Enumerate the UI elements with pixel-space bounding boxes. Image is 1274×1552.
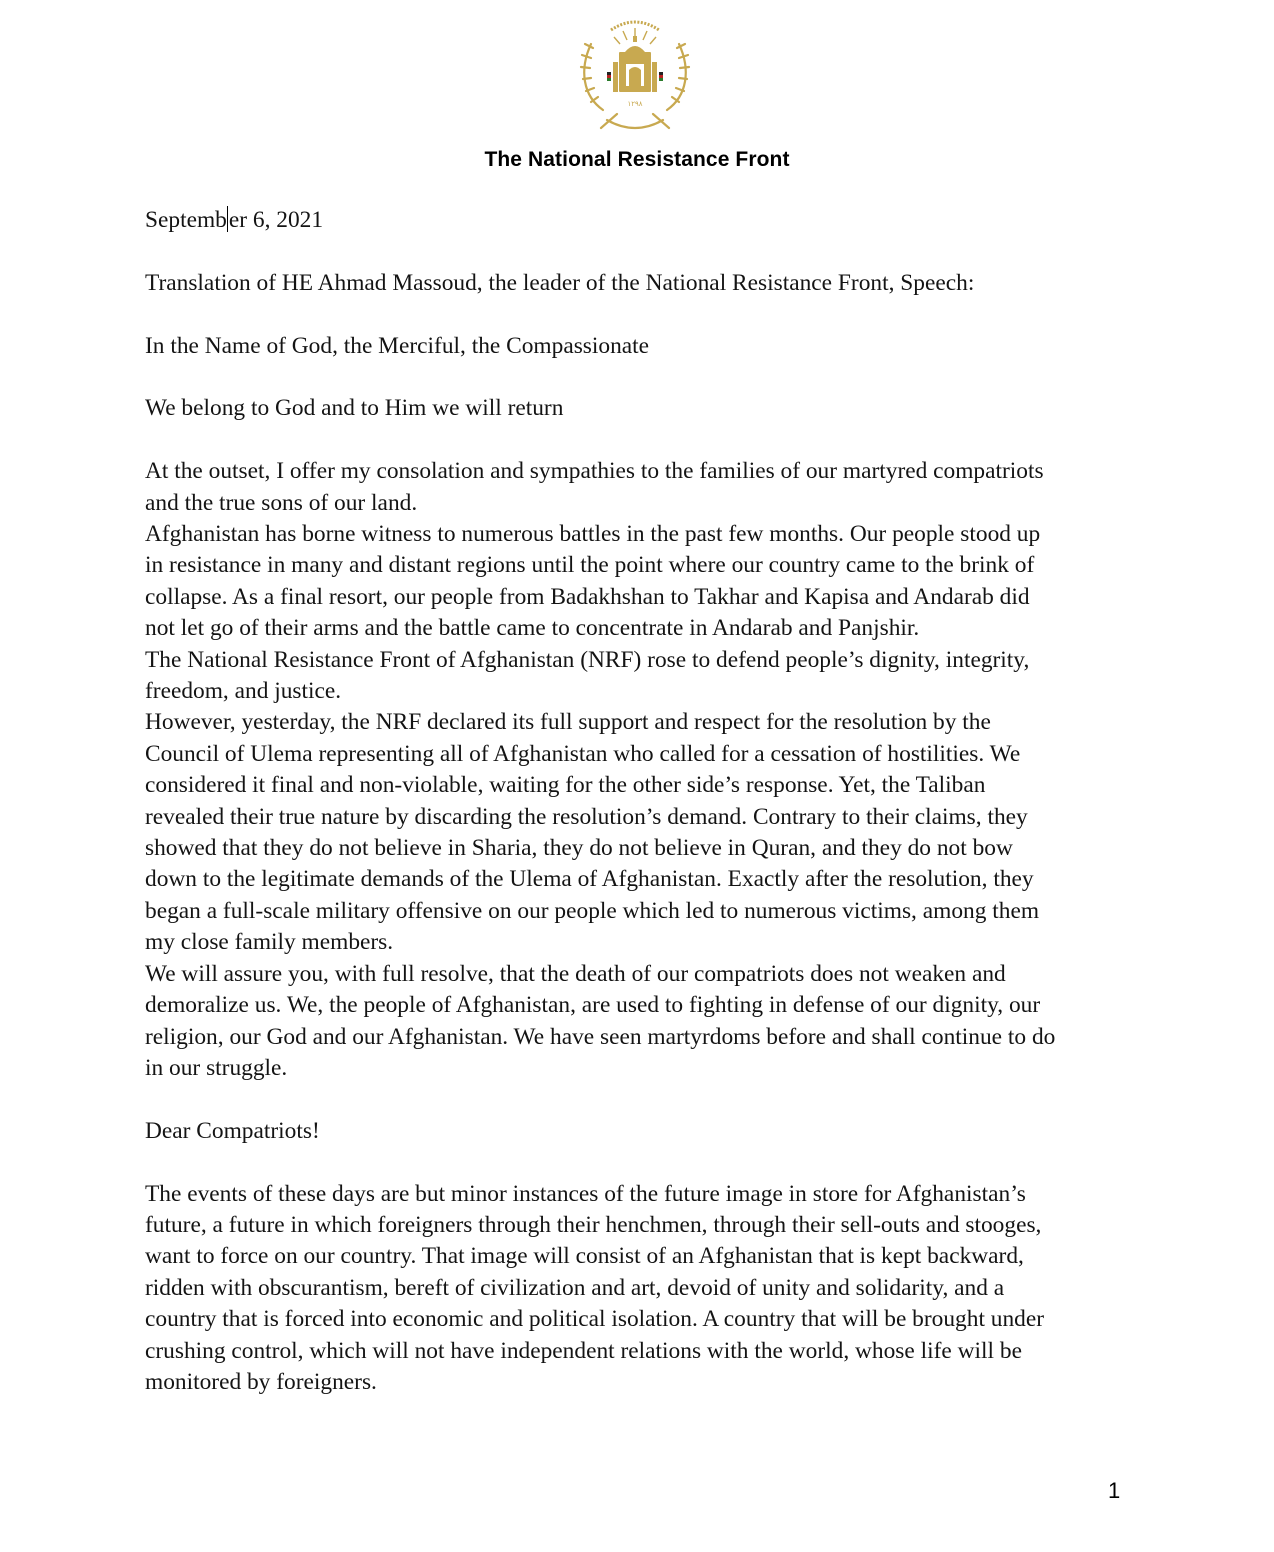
body-line: Council of Ulema representing all of Afghanistan who called for a cessation of hostilities. We [145,740,1021,767]
closing-line: The events of these days are but minor instances of the future image in store for Afghanistan’s [145,1180,1026,1207]
body-line: began a full-scale military offensive on our people which led to numerous victims, among them [145,897,1040,924]
closing-line: ridden with obscurantism, bereft of civilization and art, devoid of unity and solidarity, and a [145,1274,1005,1301]
body-line: showed that they do not believe in Sharia, they do not believe in Quran, and they do not bow [145,835,1013,862]
body-line: in resistance in many and distant regions until the point where our country came to the brink of [145,552,1035,579]
body-line: However, yesterday, the NRF declared its full support and respect for the resolution by the [145,709,991,736]
body-line: my close family members. [145,929,394,956]
body-line: revealed their true nature by discarding the resolution’s demand. Contrary to their claims, they [145,803,1028,830]
body-line: in our struggle. [145,1054,288,1081]
closing-line: country that is forced into economic and political isolation. A country that will be brought under [145,1306,1045,1333]
organization-title: The National Resistance Front [484,148,790,171]
body-line: and the true sons of our land. [145,489,418,516]
salutation-line: Dear Compatriots! [145,1117,320,1144]
intro-line: Translation of HE Ahmad Massoud, the leader of the National Resistance Front, Speech: [145,269,975,296]
body-line: collapse. As a final resort, our people from Badakhshan to Takhar and Kapisa and Andarab did [145,583,1030,610]
emblem-year: ۱۲۹۸ [627,100,643,108]
body-line: At the outset, I offer my consolation and sympathies to the families of our martyred compatriots [145,458,1044,485]
closing-line: monitored by foreigners. [145,1368,377,1395]
body-line: freedom, and justice. [145,678,342,705]
date-text-part2: er 6, 2021 [228,207,324,233]
closing-line: want to force on our country. That image will consist of an Afghanistan that is kept backward, [145,1243,1024,1270]
date-text-part1: Septemb [145,207,227,233]
national-emblem-logo [573,8,697,140]
body-line: not let go of their arms and the battle came to concentrate in Andarab and Panjshir. [145,615,920,642]
body-line: Afghanistan has borne witness to numerous battles in the past few months. Our people stood up [145,521,1041,547]
return-line: We belong to God and to Him we will return [145,395,564,422]
body-line: The National Resistance Front of Afghanistan (NRF) rose to defend people’s dignity, integrity, [145,646,1030,673]
document-body [145,205,1135,1398]
closing-line: future, a future in which foreigners through their henchmen, through their sell-outs and stooges, [145,1211,1042,1238]
basmala-line: In the Name of God, the Merciful, the Compassionate [145,332,650,359]
page-number: 1 [1108,1478,1121,1503]
body-line: considered it final and non-violable, waiting for the other side’s response. Yet, the Taliban [145,772,986,799]
document-date [145,205,1135,236]
body-line: down to the legitimate demands of the Ulema of Afghanistan. Exactly after the resolution, they [145,866,1034,893]
body-line: We will assure you, with full resolve, that the death of our compatriots does not weaken and [145,960,1006,987]
body-line: religion, our God and our Afghanistan. We have seen martyrdoms before and shall continue to do [145,1023,1056,1050]
closing-line: crushing control, which will not have independent relations with the world, whose life will be [145,1337,1022,1364]
body-line: demoralize us. We, the people of Afghanistan, are used to fighting in defense of our dignity, our [145,992,1041,1019]
